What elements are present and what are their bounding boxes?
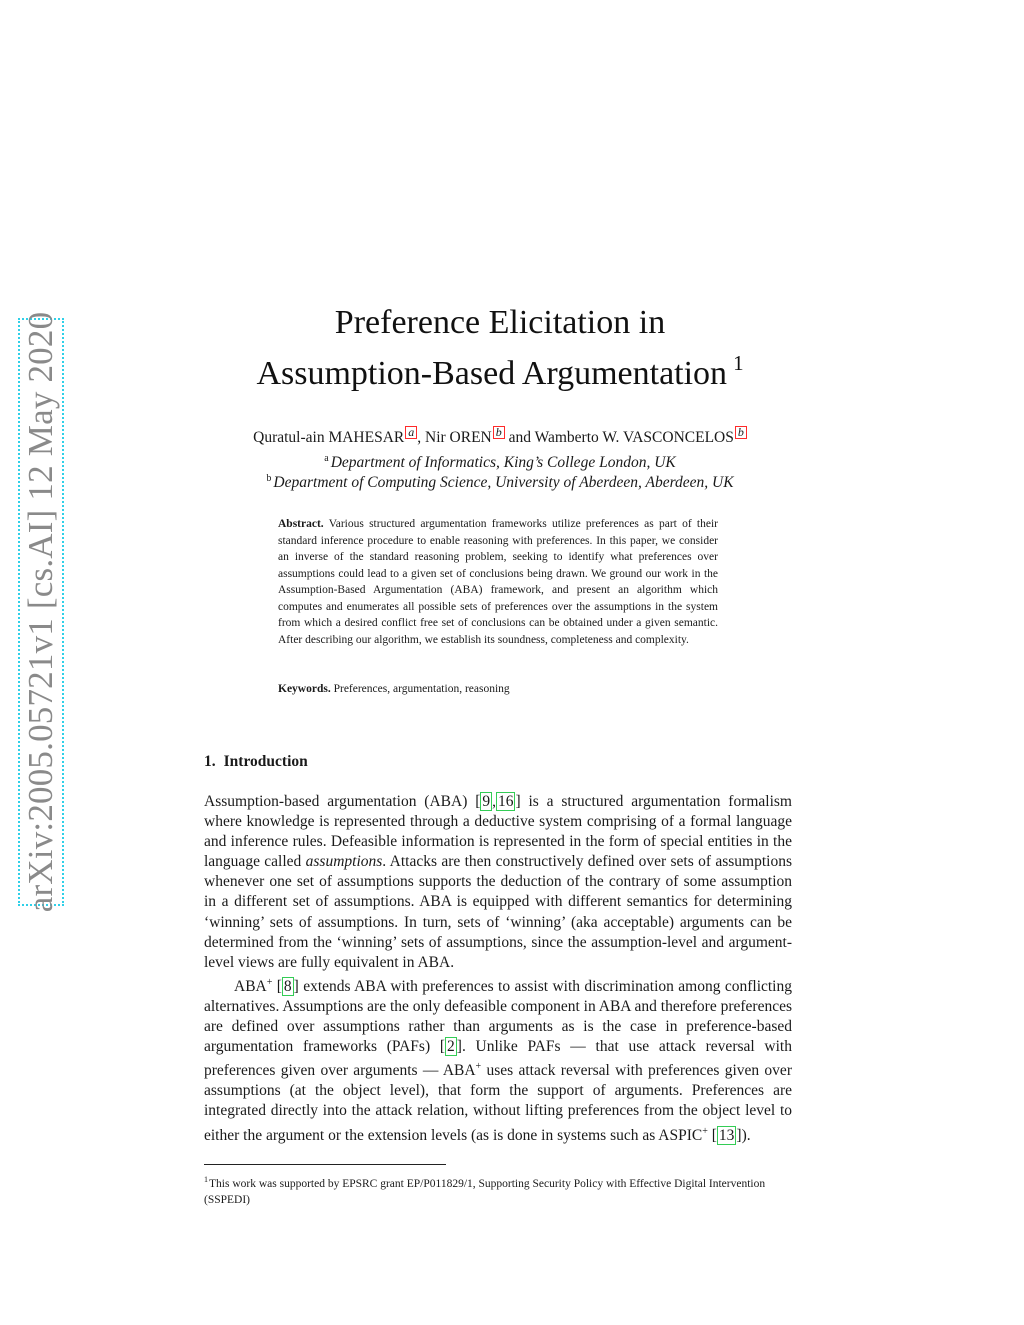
paper-title xyxy=(0,302,1000,394)
title-line-2: Assumption-Based Argumentation $^1$ xyxy=(256,351,744,392)
footnote-text: This work was supported by EPSRC grant EP/P011829/1, Supporting Security Policy with Effective Digital Intervention (SSPEDI) xyxy=(204,1178,766,1206)
section-number: 1. xyxy=(204,753,216,770)
affiliation-b xyxy=(0,469,1000,493)
author-name: , Nir OREN xyxy=(417,429,492,446)
affiliation-link[interactable]: b xyxy=(493,426,505,439)
keywords-text: Preferences, argumentation, reasoning xyxy=(330,683,510,695)
section-title: Introduction xyxy=(223,753,308,770)
emphasis: assumptions xyxy=(305,853,383,871)
paragraph: Assumption-based argumentation (ABA) [ 9 , 16 ] is a structured argumentation formalism where knowledge is represented through a deductive system comprising of a formal language and inference rules. Defeasible information is represented in the form of special entities in the language called assumptions. Attacks are then constructively defined over sets of assumptions whenever one set of assumptions supports the deduction of the contrary of some assumption in a different set of assumptions. ABA is equipped with different semantics for determining ‘winning’ sets of assumptions. In turn, sets of ‘winning’ (aka acceptable) arguments can be determined from the ‘winning’ sets of assumptions, since the assumption-level and argument-level views are fully equivalent in ABA. xyxy=(204,793,792,971)
citation-link[interactable]: 13 xyxy=(718,1126,735,1144)
footnote xyxy=(204,1172,794,1208)
affiliation-text: Department of Informatics, King’s College London, UK xyxy=(330,454,676,471)
abstract-text: Various structured argumentation frameworks utilize preferences as part of their standard inference procedure to enable reasoning with preferences. In this paper, we consider an inverse of the standard reasoning problem, seeking to identify what preferences over assumptions could lead to a given set of conclusions being drawn. We ground our work in the Assumption-Based Argumentation (ABA) framework, and present an algorithm which computes and enumerates all possible sets of preferences over the assumptions in the system from which a desired conflict free set of conclusions can be obtained under a given semantic. After describing our algorithm, we establish its soundness, completeness and complexity. xyxy=(278,518,718,646)
citation-link[interactable]: 16 xyxy=(497,793,514,810)
abstract xyxy=(278,516,718,648)
keywords-label: Keywords. xyxy=(278,683,331,695)
author-list xyxy=(0,426,1000,448)
title-line-1: Preference Elicitation in xyxy=(334,304,666,341)
affiliation-link[interactable]: a xyxy=(405,426,417,439)
abstract-label: Abstract. xyxy=(278,518,324,530)
affiliation-mark: b xyxy=(266,473,272,484)
footnote-mark: 1 xyxy=(204,1175,208,1184)
citation-link[interactable]: 2 xyxy=(447,1038,455,1056)
arxiv-sidebar-stamp[interactable] xyxy=(18,311,64,913)
keywords xyxy=(278,681,718,697)
affiliation-text: Department of Computing Science, University of Aberdeen, Aberdeen, UK xyxy=(273,474,734,491)
title-footnote-mark: 1 xyxy=(733,351,744,375)
citation-link[interactable]: 8 xyxy=(283,977,292,995)
author-name: and Wamberto W. VASCONCELOS xyxy=(504,429,734,446)
footnote-rule xyxy=(204,1164,446,1165)
section-heading xyxy=(204,753,308,771)
body-text xyxy=(204,792,792,1146)
author-name: Quratul-ain MAHESAR xyxy=(253,429,405,446)
citation-link[interactable]: 9 xyxy=(482,793,491,810)
affiliation-link[interactable]: b xyxy=(735,426,747,439)
paragraph: ABA+ [ 8 ] extends ABA with preferences to assist with discrimination among conflicting alternatives. Assumptions are the only defeasible component in ABA and therefore preferences are defined over assumptions rather than arguments as is the case in preference-based argumentation frameworks (PAFs) [ 2 ]. Unlike PAFs — that use attack reversal with preferences given over arguments — ABA+ uses attack reversal with preferences given over assumptions (at the object level), that form the support of arguments. Preferences are integrated directly into the attack relation, without lifting preferences from the object level to either the argument or the extension levels (as is done in systems such as ASPIC+ [ 13 ]). xyxy=(204,976,792,1144)
arxiv-identifier: arXiv:2005.05721v1 [cs.AI] 12 May 2020 xyxy=(21,311,60,913)
affiliation-mark: a xyxy=(324,453,329,464)
